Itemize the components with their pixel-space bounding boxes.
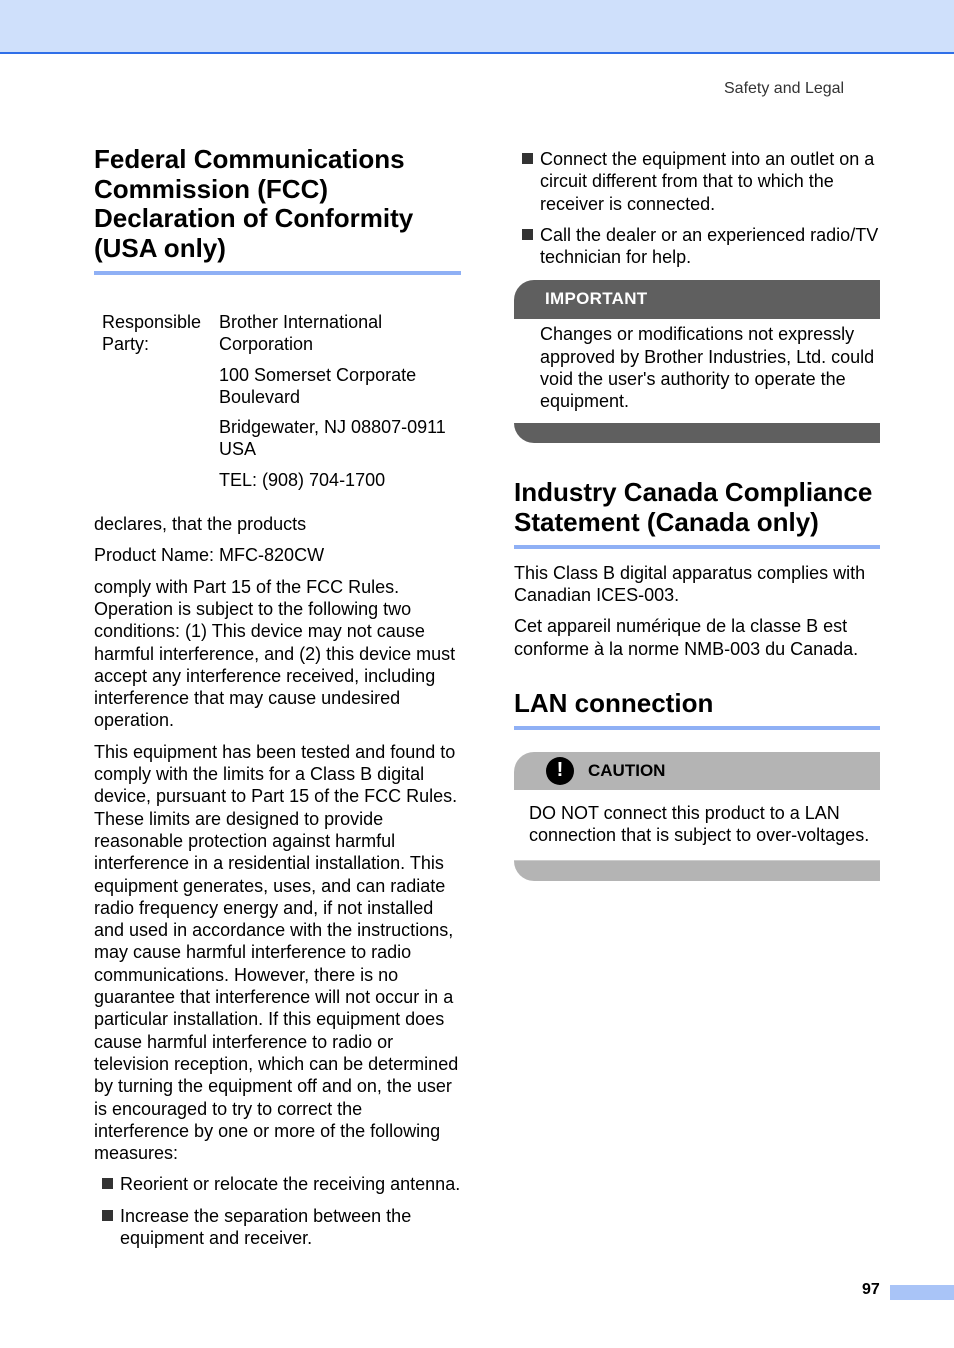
list-item xyxy=(94,1205,461,1250)
canada-english-text: This Class B digital apparatus complies with Canadian ICES-003. xyxy=(514,562,866,605)
comply-paragraph: comply with Part 15 of the FCC Rules. Operation is subject to the following two conditions: (1) This device may not cause harmful interference, and (2) this device must accept any interference received, including interference that may cause undesired operation. xyxy=(94,576,456,731)
party-details xyxy=(219,311,461,499)
page-number: 97 xyxy=(862,1281,880,1298)
fcc-heading: Federal Communications Commission (FCC) Declaration of Conformity (USA only) xyxy=(94,145,461,275)
important-note xyxy=(514,280,880,442)
measures-list-right xyxy=(514,148,880,268)
lan-heading: LAN connection xyxy=(514,688,880,730)
bullet-square-icon xyxy=(102,1178,113,1189)
header-band xyxy=(0,0,954,54)
canada-french-text: Cet appareil numérique de la classe B est conforme à la norme NMB-003 du Canada. xyxy=(514,616,859,659)
caution-note xyxy=(514,752,880,882)
product-name: Product Name: MFC-820CW xyxy=(94,545,325,566)
declares-text: declares, that the products xyxy=(94,514,307,535)
left-column xyxy=(94,145,461,1258)
important-text: Changes or modifications not expressly approved by Brother Industries, Ltd. could void the user's authority to operate the equipment. xyxy=(514,318,880,422)
caution-bar xyxy=(514,752,880,790)
running-header: Safety and Legal xyxy=(724,80,845,97)
measures-list-left xyxy=(94,1173,461,1249)
responsible-party-block xyxy=(94,311,461,499)
bullet-square-icon xyxy=(522,153,533,164)
bullet-square-icon xyxy=(522,229,533,240)
caution-text: DO NOT connect this product to a LAN connection that is subject to over-voltages. xyxy=(514,790,880,862)
right-column xyxy=(514,148,880,881)
list-item-text: Call the dealer or an experienced radio/TV technician for help. xyxy=(540,224,879,268)
party-line: TEL: (908) 704-1700 xyxy=(219,469,386,490)
bullet-square-icon xyxy=(102,1210,113,1221)
party-line: 100 Somerset Corporate Boulevard xyxy=(219,364,417,407)
page-number-bar xyxy=(890,1285,954,1300)
exclamation-icon: ! xyxy=(546,757,574,785)
list-item xyxy=(514,224,880,269)
important-label: IMPORTANT xyxy=(514,280,880,318)
caution-footer-bar xyxy=(514,861,880,881)
list-item xyxy=(514,148,880,215)
important-footer-bar xyxy=(514,423,880,443)
tested-paragraph: This equipment has been tested and found to comply with the limits for a Class B digital device, pursuant to Part 15 of the FCC Rules. These limits are designed to provide reasonable protection against harmful interference in a residential installation. This equipment generates, uses, and can radiate radio frequency energy and, if not installed and used in accordance with the instructions, may cause harmful interference to radio communications. However, there is no guarantee that interference will not occur in a particular installation. If this equipment does cause harmful interference to radio or television reception, which can be determined by turning the equipment off and on, the user is encouraged to try to correct the interference by one or more of the following measures: xyxy=(94,741,459,1164)
party-line: Bridgewater, NJ 08807-0911 USA xyxy=(219,417,446,460)
party-label: Responsible Party: xyxy=(102,312,202,355)
list-item-text: Increase the separation between the equipment and receiver. xyxy=(120,1205,412,1248)
caution-label: CAUTION xyxy=(588,760,666,780)
canada-heading: Industry Canada Compliance Statement (Canada only) xyxy=(514,477,880,549)
party-line: Brother International Corporation xyxy=(219,312,383,355)
list-item xyxy=(94,1173,461,1195)
list-item-text: Reorient or relocate the receiving antenna. xyxy=(120,1174,461,1195)
list-item-text: Connect the equipment into an outlet on a circuit different from that to which the receiver is connected. xyxy=(540,149,875,214)
